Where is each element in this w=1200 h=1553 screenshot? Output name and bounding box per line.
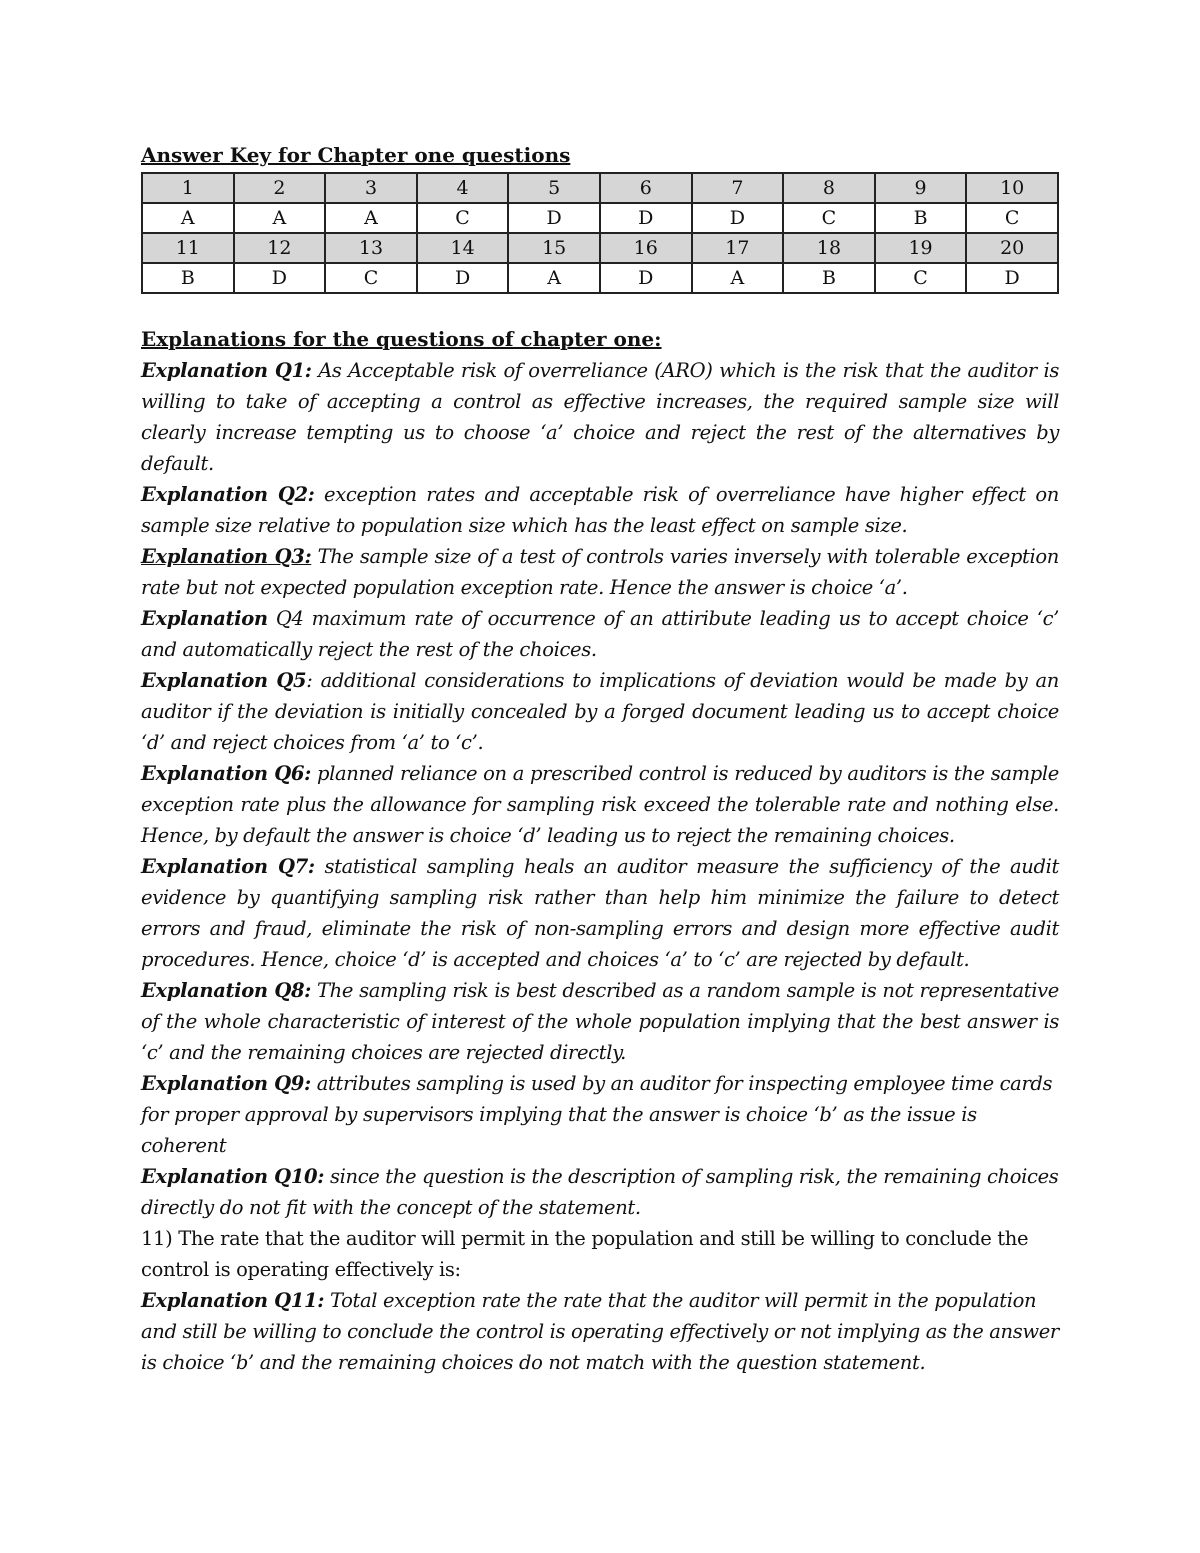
- question-text: 11) The rate that the auditor will permit in the population and still be willing to conclude the control is operating effectively is:: [141, 1227, 1029, 1281]
- explanation-label: Explanation Q8:: [141, 979, 312, 1002]
- explanation-q5: [141, 665, 1059, 758]
- table-cell: 3: [325, 173, 417, 203]
- table-cell: 18: [783, 233, 875, 263]
- explanation-label: Explanation Q3:: [141, 545, 312, 568]
- table-cell: 16: [600, 233, 692, 263]
- table-cell: D: [600, 203, 692, 233]
- answer-key-table: [141, 172, 1059, 294]
- explanation-label: Explanation Q9:: [141, 1072, 311, 1095]
- table-cell: 1: [142, 173, 234, 203]
- table-cell: 4: [417, 173, 509, 203]
- table-row: [142, 263, 1058, 293]
- table-cell: D: [600, 263, 692, 293]
- explanation-label: Explanation Q6:: [141, 762, 311, 785]
- table-cell: D: [417, 263, 509, 293]
- explanation-label: Explanation Q2:: [141, 483, 315, 506]
- table-cell: B: [142, 263, 234, 293]
- table-cell: C: [783, 203, 875, 233]
- table-cell: D: [966, 263, 1058, 293]
- explanation-label: Explanation Q7:: [141, 855, 315, 878]
- table-cell: 7: [692, 173, 784, 203]
- table-cell: 14: [417, 233, 509, 263]
- table-cell: A: [692, 263, 784, 293]
- table-cell: 17: [692, 233, 784, 263]
- table-cell: D: [508, 203, 600, 233]
- explanation-q7: [141, 851, 1059, 975]
- document-page: [141, 140, 1059, 1378]
- table-cell: A: [234, 203, 326, 233]
- table-row: [142, 173, 1058, 203]
- table-cell: 12: [234, 233, 326, 263]
- table-cell: 19: [875, 233, 967, 263]
- explanation-q10: [141, 1161, 1059, 1223]
- question-11: [141, 1223, 1059, 1285]
- explanation-text: statistical sampling heals an auditor measure the sufficiency of the audit evidence by quantifying sampling risk rather than help him minimize the failure to detect errors and fraud, eliminate the risk of non-sampling errors and design more effective audit procedures. Hence, choice ‘d’ is accepted and choices ‘a’ to ‘c’ are rejected by default.: [141, 855, 1060, 971]
- explanation-q11: [141, 1285, 1059, 1378]
- explanation-label: Explanation Q10:: [141, 1165, 325, 1188]
- table-cell: 5: [508, 173, 600, 203]
- explanation-text: exception rates and acceptable risk of overreliance have higher effect on sample size relative to population size which has the least effect on sample size.: [141, 483, 1060, 537]
- table-cell: A: [142, 203, 234, 233]
- explanation-q6: [141, 758, 1059, 851]
- table-cell: 6: [600, 173, 692, 203]
- table-cell: 9: [875, 173, 967, 203]
- explanation-q2: [141, 479, 1059, 541]
- explanation-text: since the question is the description of sampling risk, the remaining choices directly do not fit with the concept of the statement.: [141, 1165, 1059, 1219]
- explanation-text: attributes sampling is used by an auditor for inspecting employee time cards for proper approval by supervisors implying that the answer is choice ‘b’ as the issue is coherent: [141, 1072, 1053, 1157]
- table-row: [142, 233, 1058, 263]
- explanation-text: The sample size of a test of controls varies inversely with tolerable exception rate but not expected population exception rate. Hence the answer is choice ‘a’.: [141, 545, 1059, 599]
- explanation-q1: [141, 355, 1059, 479]
- table-cell: C: [325, 263, 417, 293]
- explanation-q9: [141, 1068, 1059, 1161]
- table-cell: 20: [966, 233, 1058, 263]
- explanation-label: Explanation Q5: [141, 669, 307, 692]
- explanation-text: Total exception rate the rate that the auditor will permit in the population and still be willing to conclude the control is operating effectively or not implying as the answer is choice ‘b’ and the remaining choices do not match with the question statement.: [141, 1289, 1059, 1374]
- explanation-text: As Acceptable risk of overreliance (ARO) which is the risk that the auditor is willing to take of accepting a control as effective increases, the required sample size will clearly increase tempting us to choose ‘a’ choice and reject the rest of the alternatives by default.: [141, 359, 1060, 475]
- explanation-label: Explanation: [141, 607, 268, 630]
- table-cell: D: [692, 203, 784, 233]
- explanation-q4: [141, 603, 1059, 665]
- table-cell: 8: [783, 173, 875, 203]
- explanations-title: Explanations for the questions of chapter one:: [141, 327, 662, 351]
- table-cell: 2: [234, 173, 326, 203]
- table-row: [142, 203, 1058, 233]
- explanation-q8: [141, 975, 1059, 1068]
- table-cell: 10: [966, 173, 1058, 203]
- table-cell: 11: [142, 233, 234, 263]
- table-cell: D: [234, 263, 326, 293]
- table-cell: B: [783, 263, 875, 293]
- explanation-label: Explanation Q1:: [141, 359, 312, 382]
- table-cell: C: [966, 203, 1058, 233]
- explanation-text: planned reliance on a prescribed control is reduced by auditors is the sample exception rate plus the allowance for sampling risk exceed the tolerable rate and nothing else. Hence, by default the answer is choice ‘d’ leading us to reject the remaining choices.: [141, 762, 1059, 847]
- table-cell: 15: [508, 233, 600, 263]
- table-cell: C: [417, 203, 509, 233]
- table-cell: B: [875, 203, 967, 233]
- explanation-q3: [141, 541, 1059, 603]
- explanation-text: Q4 maximum rate of occurrence of an attiribute leading us to accept choice ‘c’ and automatically reject the rest of the choices.: [141, 607, 1059, 661]
- table-cell: C: [875, 263, 967, 293]
- answer-key-title: Answer Key for Chapter one questions: [141, 143, 571, 167]
- table-cell: A: [325, 203, 417, 233]
- explanation-text: The sampling risk is best described as a random sample is not representative of the whole characteristic of interest of the whole population implying that the best answer is ‘c’ and the remaining choices are rejected directly.: [141, 979, 1059, 1064]
- table-cell: 13: [325, 233, 417, 263]
- explanation-label: Explanation Q11:: [141, 1289, 325, 1312]
- explanation-text: : additional considerations to implications of deviation would be made by an auditor if the deviation is initially concealed by a forged document leading us to accept choice ‘d’ and reject choices from ‘a’ to ‘c’.: [141, 669, 1059, 754]
- table-cell: A: [508, 263, 600, 293]
